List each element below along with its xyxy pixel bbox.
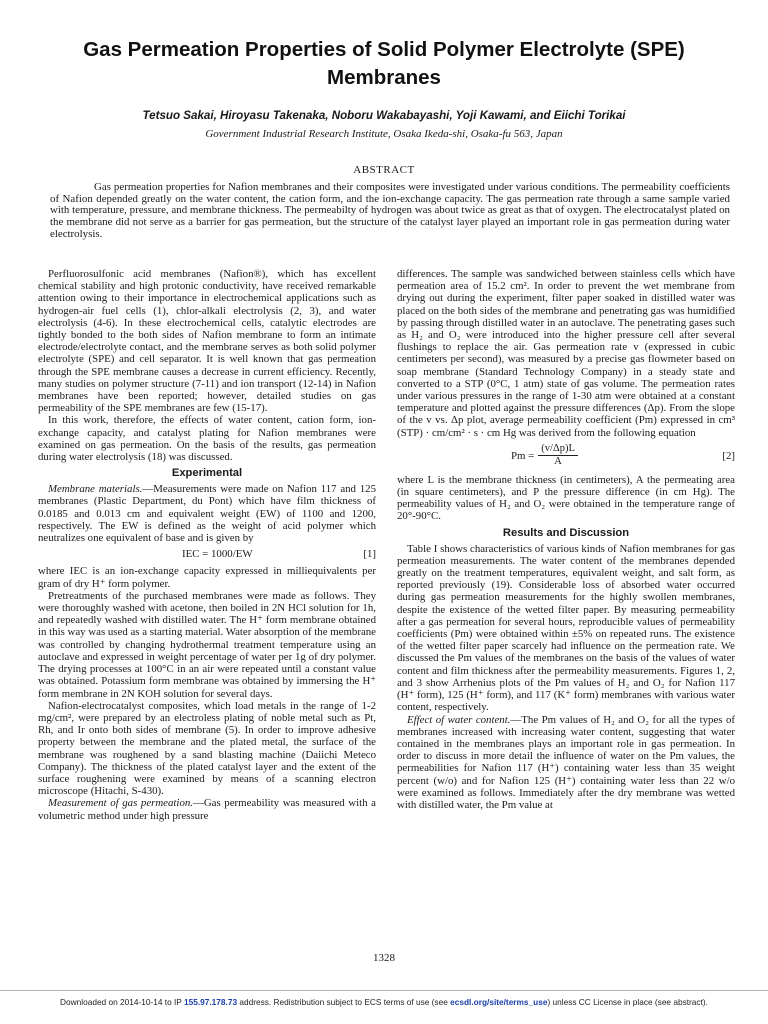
variables-paragraph: where L is the membrane thickness (in centimeters), A the permeating area (in square centimeters), and P the pressure difference (in cm Hg). The permeability values of H₂ and O₂ were obtained in the temperature range of 20°-90°C.	[397, 473, 735, 523]
equation-1	[38, 548, 376, 560]
water-content-paragraph	[397, 714, 735, 812]
gas-permeation-text: —Gas permeability was measured with a volumetric method under high pressure	[38, 797, 376, 822]
method-paragraph: differences. The sample was sandwiched between stainless cells which have permeation area of 15.2 cm². In order to prevent the wet membrane from drying out during the experiment, filter paper soaked in distilled water was placed on the both sides of the membrane and penetrating gas was humidified by passing through distilled water in an autoclave. The penetrating gases such as H₂ and O₂ were introduced into the higher pressure cell after several flushings to replace the air. Gas permeation rate v (expressed in cubic centimeters per second), was measured by a precise gas flowmeter based on soap membrane (Standard Technology Company) in a steady state and converted to a STP (0°C, 1 atm) state of gas volume. The permeation rates under various pressures in the range of 1-30 atm were obtained at a constant temperature and plotted against the pressure differences (Δp). From the slope of the v vs. Δp plot, average permeability coefficient (Pm) expressed in cm³ (STP) · cm/cm² · s · cm Hg was derived from the following equation	[397, 268, 735, 439]
equation-2-denominator: A	[554, 456, 562, 468]
author-list: Tetsuo Sakai, Hiroyasu Takenaka, Noboru Wakabayashi, Yoji Kawami, and Eiichi Torikai	[142, 109, 626, 122]
membrane-materials-paragraph	[38, 483, 376, 544]
equation-2	[397, 441, 735, 471]
download-footer	[0, 997, 768, 1007]
page-number: 1328	[373, 952, 395, 964]
footer-prefix: Downloaded on 2014-10-14 to IP	[60, 997, 182, 1007]
ip-address-link[interactable]: 155.97.178.73	[184, 997, 238, 1007]
iec-definition-paragraph: where IEC is an ion-exchange capacity expressed in milliequivalents per gram of dry H⁺ form polymer.	[38, 565, 376, 590]
water-content-runin: Effect of water content.	[407, 713, 511, 726]
equation-2-lhs: Pm =	[511, 449, 535, 462]
membrane-materials-runin: Membrane materials.	[48, 483, 143, 496]
left-column	[38, 268, 376, 822]
abstract-heading: ABSTRACT	[353, 164, 415, 176]
abstract-text: Gas permeation properties for Nafion membranes and their composites were investigated under various conditions. The permeability coefficients of Nafion depended greatly on the water content, the cation form, and the ion-exchange capacity. The gas permeation rate through a same sample varied with temperature, pressure, and membrane thickness. The permeabilty of hydrogen was about twice as great as that of oxygen. The electrocatalyst plated on the membrane did not serve as a barrier for gas permeation, but the structure of the catalyst layer played an important role in gas permeation during water electrolysis.	[50, 181, 730, 240]
footer-mid: address. Redistribution subject to ECS terms of use (see	[239, 997, 448, 1007]
intro-paragraph-1: Perfluorosulfonic acid membranes (Nafion®), which has excellent chemical stability and high protonic conductivity, have received remarkable attention owing to their importance in electrochemical applications such as hydrogen-air fuel cells (1), chlor-alkali electrolysis (2, 3), and water electrolysis (4-6). In these electrochemical cells, catalytic electrodes are tightly bonded to the both sides of Nafion membrane to form an intimate electrode/electrolyte contact, and the membrane serves as both solid polymer electrolyte (SPE) and cell separator. It is well known that gas permeation through the SPE membrane causes a decrease in current efficiency. Recently, many studies on polymer structure (7-11) and ion transport (12-14) in Nafion membranes have been reported; however, detailed studies on gas permeability of the SPE membranes are few (15-17).	[38, 268, 376, 415]
pretreatment-paragraph: Pretreatments of the purchased membranes were made as follows. They were thoroughly washed with acetone, then boiled in 2N HCl solution for 1h, and repeatedly washed with distilled water. The H⁺ form membrane obtained in this way was used as a starting material. Water absorption of the membrane was controlled by changing hydrothermal treatment temperature using an autoclave and expressed in weight percentage of water per 1g of dry polymer. The drying processes at 100°C in an air were repeated until a constant value was obtained. Potassium form membrane was obtained by immersing the H⁺ form membrane in 2N KOH solution for several days.	[38, 589, 376, 700]
paper-title	[40, 36, 728, 92]
equation-1-body: IEC = 1000/EW	[182, 548, 253, 561]
membrane-materials-text: —Measurements were made on Nafion 117 and 125 membranes (Plastic Department, du Pont) which have film thickness of 0.0185 and 0.013 cm and equivalent weight (EW) of 1100 and 1200, respectively. The EW is defined as the weight of acid polymer which neutralizes one equivalent of base and is given by	[38, 483, 376, 545]
footer-suffix: ) unless CC License in place (see abstract).	[547, 997, 708, 1007]
gas-permeation-paragraph	[38, 797, 376, 821]
equation-2-fraction	[538, 443, 578, 468]
composite-paragraph: Nafion-electrocatalyst composites, which load metals in the range of 1-2 mg/cm², were prepared by an electroless plating of noble metal such as Pt, Rh, and Ir onto both sides of membrane (5). In order to improve adhesive property between the membrane and the plated metal, the surface of the membrane was roughened by a sand blasting machine (Daiichi Meteco Company). The thickness of the plated catalyst layer and the extent of the surface roughening were examined by means of a scanning electron microscope (Hitachi, S-430).	[38, 699, 376, 798]
results-paragraph-1: Table I shows characteristics of various kinds of Nafion membranes for gas permeation measurements. The water content of the membranes depended greatly on the treatment temperatures, equivalent weight, and salt form, as reported previously (19). Considerable loss of absorbed water occurred during gas permeation measurements for the highly swollen membranes, despite the existence of the wetted filter paper. By measuring permeability after a gas permeation for several hours, reproducible values of permeability coefficients (Pm) were obtained within ±5% on repeated runs. The existence of the wetted filter paper scarcely had influence on the permeation rate. We discussed the Pm values of the membranes on the basis of the values of water content and film thickness after the permeability measurements. Figures 1, 2, and 3 show Arrhenius plots of the Pm values of H₂ and O₂ for Nafion 117 (H⁺ form), 125 (H⁺ form), and 117 (K⁺ form) membranes with various water content, respectively.	[397, 542, 735, 714]
equation-2-number: [2]	[722, 449, 735, 462]
terms-of-use-link[interactable]: ecsdl.org/site/terms_use	[450, 997, 548, 1007]
title-line-2: Membranes	[327, 66, 441, 89]
experimental-heading: Experimental	[171, 467, 243, 480]
water-content-text: —The Pm values of H₂ and O₂ for all the types of membranes increased with increasing water content, suggesting that water contained in the membranes plays an important role in gas permeation. In order to discuss in more detail the influence of water on the Pm values, the permeabilities for Nafion 117 (H⁺) containing water less than 35 weight percent (w/o) and for Nafion 125 (H⁺) containing water less than 22 w/o were examined as follows. Immediately after the dry membrane was wetted with distilled water, the Pm value at	[397, 713, 735, 811]
title-line-1: Gas Permeation Properties of Solid Polymer Electrolyte (SPE)	[83, 38, 685, 61]
intro-paragraph-2: In this work, therefore, the effects of water content, cation form, ion-exchange capacity, and catalyst plating for Nafion membranes were examined on gas permeation. On the basis of the results, gas permeation during water electrolysis (18) was discussed.	[38, 414, 376, 464]
results-heading: Results and Discussion	[502, 526, 630, 539]
footer-divider	[0, 990, 768, 991]
equation-2-body	[511, 443, 578, 468]
right-column	[397, 268, 735, 811]
equation-1-number: [1]	[363, 548, 376, 561]
affiliation: Government Industrial Research Institute, Osaka Ikeda-shi, Osaka-fu 563, Japan	[205, 128, 563, 140]
equation-2-numerator: (v/Δp)L	[538, 443, 578, 456]
gas-permeation-runin: Measurement of gas permeation.	[48, 797, 193, 810]
